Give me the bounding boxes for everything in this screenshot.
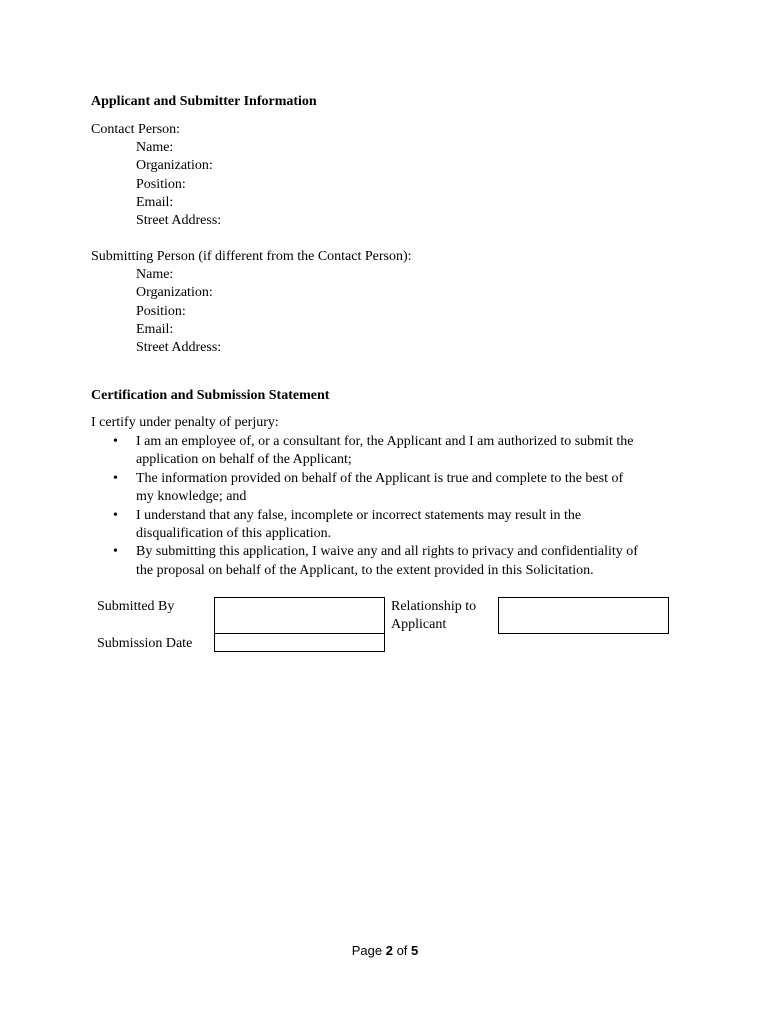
contact-field: Organization:	[136, 158, 213, 174]
certification-intro: I certify under penalty of perjury:	[91, 415, 279, 430]
page-footer	[0, 943, 770, 958]
contact-person-label: Contact Person:	[91, 122, 181, 137]
relationship-field[interactable]	[498, 597, 669, 634]
submission-date-label: Submission Date	[97, 636, 193, 651]
bullet-dot-icon: •	[113, 507, 118, 523]
submitter-field: Street Address:	[136, 340, 222, 356]
bullet-dot-icon: •	[113, 544, 118, 560]
submitted-by-field[interactable]	[214, 597, 385, 634]
contact-field: Name:	[136, 140, 174, 155]
submitter-field: Position:	[136, 303, 186, 319]
certification-bullet: • By submitting this application, I waive any and all rights to privacy and confidentiality of the proposal on behalf of the Applicant, to the extent provided in this Solicitation.	[113, 544, 638, 578]
contact-field: Email:	[136, 194, 174, 210]
certification-bullet: • I am an employee of, or a consultant for, the Applicant and I am authorized to submit the application on behalf of the Applicant;	[113, 434, 634, 468]
submitter-field: Name:	[136, 267, 174, 282]
submission-date-field[interactable]	[214, 633, 385, 652]
certification-bullet-list	[91, 433, 691, 580]
submitter-field: Organization:	[136, 285, 213, 301]
contact-field: Position:	[136, 176, 186, 192]
submitting-person-label: Submitting Person (if different from the Contact Person):	[91, 249, 412, 264]
bullet-dot-icon: •	[113, 434, 118, 449]
bullet-dot-icon: •	[113, 470, 118, 486]
submitting-person-fields	[136, 266, 221, 357]
submitted-by-label: Submitted By	[97, 599, 175, 614]
certification-bullet: • I understand that any false, incomplete or incorrect statements may result in the disqualification of this application.	[113, 507, 582, 542]
contact-field: Street Address:	[136, 213, 222, 229]
submitter-field: Email:	[136, 321, 174, 337]
certification-bullet: • The information provided on behalf of the Applicant is true and complete to the best of my knowledge; and	[113, 470, 624, 505]
of-word: of	[396, 943, 408, 958]
current-page-number: 2	[385, 943, 393, 958]
applicant-section-heading: Applicant and Submitter Information	[91, 94, 317, 109]
relationship-label: Relationship to Applicant	[391, 599, 477, 633]
total-page-count: 5	[411, 943, 419, 958]
page-word: Page	[351, 943, 383, 958]
contact-person-fields	[136, 139, 221, 230]
certification-section-heading: Certification and Submission Statement	[91, 388, 330, 403]
